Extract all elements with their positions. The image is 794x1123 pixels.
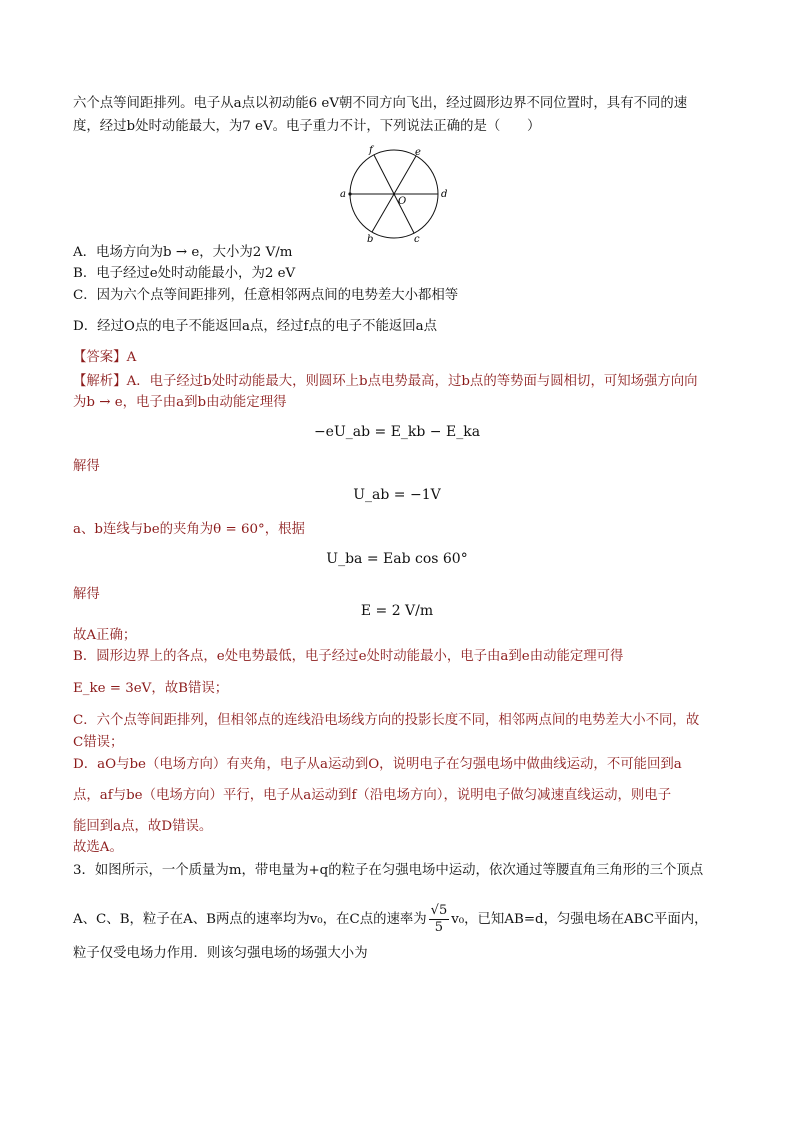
equation-3: U_ba = Eab cos 60° (326, 551, 468, 567)
equation-4: E = 2 V/m (360, 603, 434, 619)
analysis-line-1: 【解析】A．电子经过b处时动能最大，则圆环上b点电势最高，过b点的等势面与圆相切，可知场强方向向 (73, 374, 698, 389)
analysis-final: 故选A。 (73, 840, 123, 855)
question-line-1: 六个点等间距排列。电子从a点以初动能6 eV朝不同方向飞出，经过圆形边界不同位置时，具有不同的速 (73, 96, 688, 111)
analysis-tag: 【解析】 (73, 374, 127, 389)
analysis-a-conclusion: 故A正确； (73, 628, 137, 643)
label-e: e (415, 147, 421, 158)
q3-line-3: 粒子仅受电场力作用．则该匀强电场的场强大小为 (73, 946, 368, 961)
analysis-angle-line: a、b连线与be的夹角为θ = 60°，根据 (73, 522, 305, 537)
option-c: C．因为六个点等间距排列，任意相邻两点间的电势差大小都相等 (73, 288, 459, 303)
analysis-c-line-2: C错误； (73, 735, 124, 750)
q3-line-1: 3．如图所示，一个质量为m，带电量为+q的粒子在匀强电场中运动，依次通过等腰直角三角形的三个顶点 (73, 863, 704, 878)
jiede-1: 解得 (73, 459, 100, 474)
analysis-b-line-1: B．圆形边界上的各点，e处电势最低，电子经过e处时动能最小，电子由a到e由动能定理可得 (73, 649, 624, 664)
question-line-2: 度，经过b处时动能最大，为7 eV。电子重力不计，下列说法正确的是（ ） (73, 119, 541, 134)
jiede-2: 解得 (73, 587, 100, 602)
label-f: f (369, 145, 373, 156)
label-c: c (414, 234, 420, 245)
equation-2: U_ab = −1V (353, 487, 441, 503)
analysis-d-line-1: D．aO与be（电场方向）有夹角，电子从a运动到O，说明电子在匀强电场中做曲线运动，不可能回到a (73, 757, 682, 772)
label-b: b (367, 234, 374, 245)
analysis-d-line-3: 能回到a点，故D错误。 (73, 819, 213, 834)
analysis-line-2: 为b → e，电子由a到b由动能定理得 (73, 395, 287, 410)
point-a-dot (348, 192, 351, 195)
option-d: D．经过O点的电子不能返回a点，经过f点的电子不能返回a点 (73, 319, 438, 334)
circle-diagram (338, 142, 454, 246)
answer-tag: 【答案】 (73, 350, 127, 365)
equation-1: −eU_ab = E_kb − E_ka (313, 424, 481, 440)
label-a: a (340, 189, 346, 200)
label-d: d (441, 189, 448, 200)
answer-value: A (126, 350, 137, 365)
label-o: O (398, 196, 407, 207)
speed-fraction: $\frac{√5}{5}$ (430, 903, 448, 935)
analysis-c-line-1: C．六个点等间距排列，但相邻点的连线沿电场线方向的投影长度不同，相邻两点间的电势差大小不同，故 (73, 713, 700, 728)
answer-line (73, 348, 136, 368)
q3-line-2: A、C、B，粒子在A、B两点的速率均为v₀，在C点的速率为 $\frac{√5}{5}$ v₀，已知AB=d，匀强电场在ABC平面内， (73, 903, 708, 935)
option-a: A．电场方向为b → e，大小为2 V/m (73, 245, 293, 260)
analysis-d-line-2: 点，af与be（电场方向）平行，电子从a运动到f（沿电场方向），说明电子做匀减速直线运动，则电子 (73, 788, 672, 803)
analysis-b-line-2: E_ke = 3eV，故B错误； (73, 681, 229, 696)
option-b: B．电子经过e处时动能最小，为2 eV (73, 266, 296, 281)
